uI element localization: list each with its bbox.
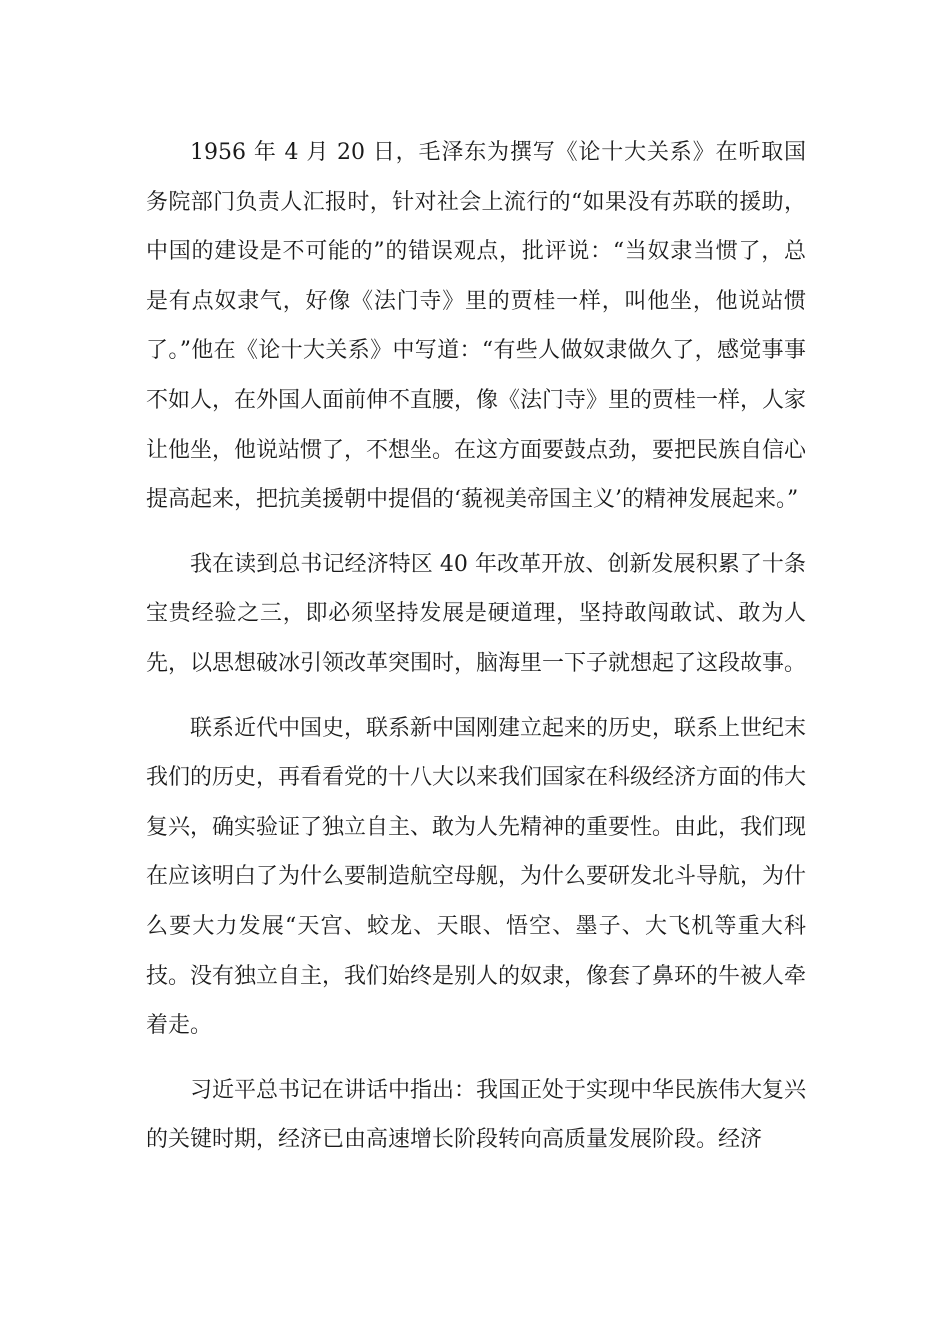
paragraph-mao-quote: 1956 年 4 月 20 日，毛泽东为撰写《论十大关系》在听取国务院部门负责人汇报时，针对社会上流行的“如果没有苏联的援助，中国的建设是不可能的”的错误观点，批评说：“当奴隶当惯了，总是有点奴隶气，好像《法门寺》里的贾桂一样，叫他坐，他说站惯了。”他在《论十大关系》中写道：“有些人做奴隶做久了，感觉事事不如人，在外国人面前伸不直腰，像《法门寺》里的贾桂一样，人家让他坐，他说站惯了，不想坐。在这方面要鼓点劲，要把民族自信心提高起来，把抗美援朝中提倡的‘藐视美帝国主义’的精神发展起来。” bbox=[146, 140, 807, 513]
paragraph-history-connection: 联系近代中国史，联系新中国刚建立起来的历史，联系上世纪末我们的历史，再看看党的十八大以来我们国家在科级经济方面的伟大复兴，确实验证了独立自主、敢为人先精神的重要性。由此，我们现在应该明白了为什么要制造航空母舰，为什么要研发北斗导航，为什么要大力发展“天宫、蛟龙、天眼、悟空、墨子、大飞机等重大科技。没有独立自主，我们始终是别人的奴隶，像套了鼻环的牛被人牵着走。 bbox=[146, 715, 807, 1039]
paragraph-xi-speech: 习近平总书记在讲话中指出：我国正处于实现中华民族伟大复兴的关键时期，经济已由高速增长阶段转向高质量发展阶段。经济 bbox=[146, 1077, 807, 1153]
document-body bbox=[146, 128, 806, 1165]
paragraph-reading-reflection: 我在读到总书记经济特区 40 年改革开放、创新发展积累了十条宝贵经验之三，即必须坚持发展是硬道理，坚持敢闯敢试、敢为人先，以思想破冰引领改革突围时，脑海里一下子就想起了这段故事。 bbox=[146, 551, 807, 676]
